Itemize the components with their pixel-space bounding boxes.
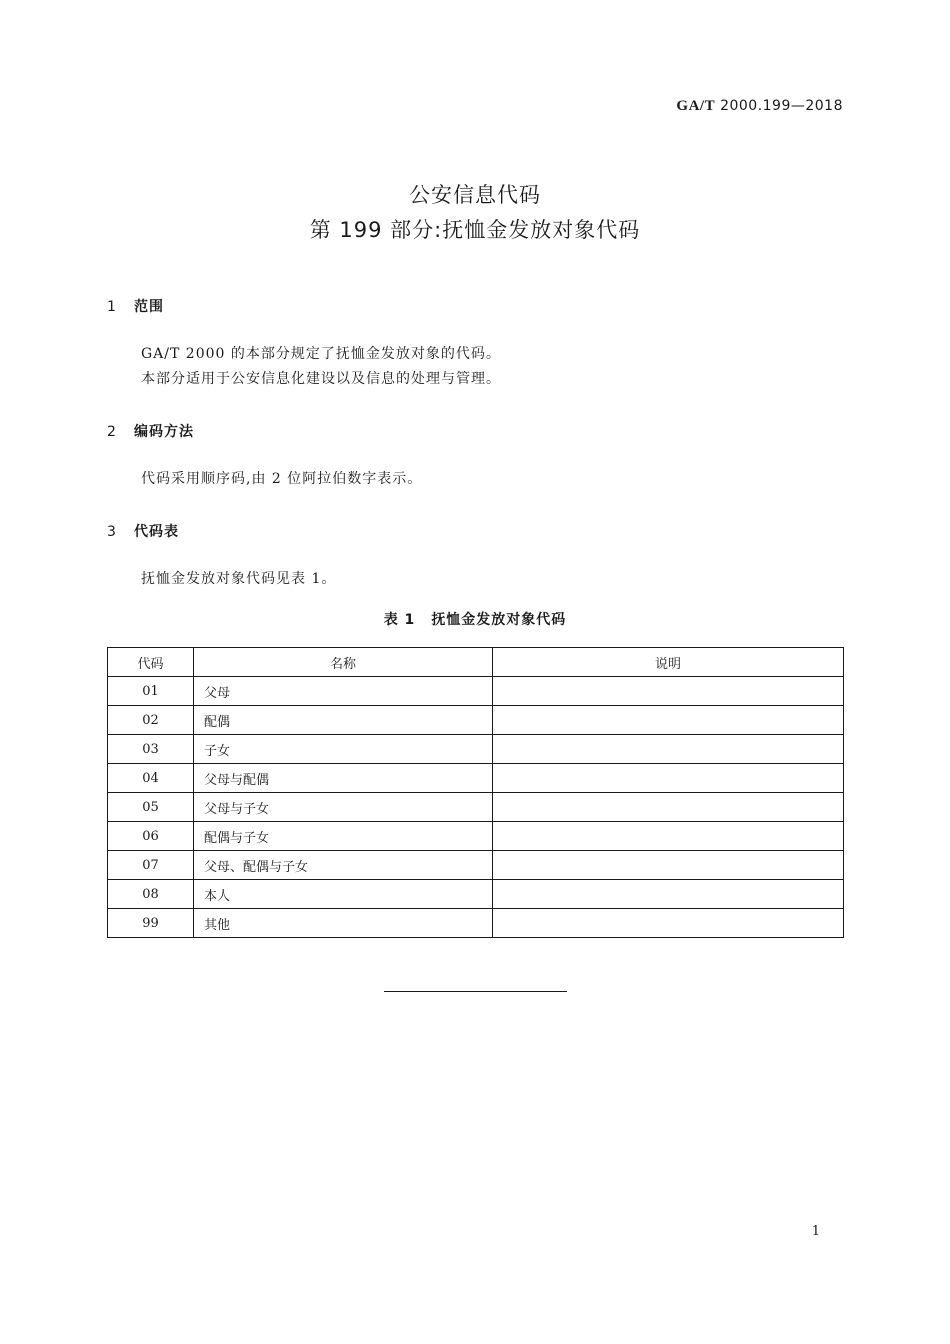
section-body-scope <box>141 342 501 392</box>
table-row <box>108 822 844 851</box>
section-heading-code-table <box>107 521 179 541</box>
name-cell: 配偶 <box>194 706 493 735</box>
column-header-code: 代码 <box>108 648 194 677</box>
column-header-name: 名称 <box>194 648 493 677</box>
section-title: 代码表 <box>134 524 179 540</box>
paragraph: 抚恤金发放对象代码见表 1。 <box>141 571 337 587</box>
description-cell <box>493 793 844 822</box>
name-cell: 父母与子女 <box>194 793 493 822</box>
description-cell <box>493 851 844 880</box>
section-heading-scope <box>107 296 164 316</box>
standard-prefix: GA/T <box>676 98 716 114</box>
code-cell: 07 <box>108 851 194 880</box>
paragraph: 代码采用顺序码,由 2 位阿拉伯数字表示。 <box>141 471 423 487</box>
table-row <box>108 851 844 880</box>
table-row <box>108 677 844 706</box>
paragraph: GA/T 2000 的本部分规定了抚恤金发放对象的代码。 <box>141 346 501 362</box>
standard-code <box>676 98 843 115</box>
document-title <box>0 178 950 248</box>
table-caption <box>0 609 950 629</box>
section-body-code-table <box>141 567 336 592</box>
section-title: 范围 <box>134 299 164 315</box>
description-cell <box>493 735 844 764</box>
name-cell: 父母 <box>194 677 493 706</box>
description-cell <box>493 909 844 938</box>
table-caption-label: 表 1 <box>383 612 416 628</box>
description-cell <box>493 822 844 851</box>
name-cell: 子女 <box>194 735 493 764</box>
description-cell <box>493 677 844 706</box>
table-row <box>108 706 844 735</box>
column-header-description: 说明 <box>493 648 844 677</box>
title-line-1: 公安信息代码 <box>409 183 541 207</box>
section-number: 1 <box>107 299 117 315</box>
paragraph: 本部分适用于公安信息化建设以及信息的处理与管理。 <box>141 371 501 387</box>
table-row <box>108 793 844 822</box>
section-heading-encoding <box>107 421 194 441</box>
code-cell: 04 <box>108 764 194 793</box>
name-cell: 父母与配偶 <box>194 764 493 793</box>
code-cell: 08 <box>108 880 194 909</box>
code-table <box>107 647 844 938</box>
name-cell: 本人 <box>194 880 493 909</box>
section-body-encoding <box>141 467 422 492</box>
code-cell: 05 <box>108 793 194 822</box>
name-cell: 其他 <box>194 909 493 938</box>
standard-number: 2000.199—2018 <box>720 98 843 114</box>
description-cell <box>493 706 844 735</box>
table-row <box>108 735 844 764</box>
code-cell: 99 <box>108 909 194 938</box>
section-number: 2 <box>107 424 117 440</box>
table-caption-title: 抚恤金发放对象代码 <box>431 612 567 628</box>
name-cell: 配偶与子女 <box>194 822 493 851</box>
table-row <box>108 909 844 938</box>
code-cell: 02 <box>108 706 194 735</box>
table-header-row <box>108 648 844 677</box>
table-row <box>108 880 844 909</box>
section-number: 3 <box>107 524 117 540</box>
code-cell: 03 <box>108 735 194 764</box>
description-cell <box>493 764 844 793</box>
title-line-2: 第 199 部分:抚恤金发放对象代码 <box>309 218 641 242</box>
description-cell <box>493 880 844 909</box>
name-cell: 父母、配偶与子女 <box>194 851 493 880</box>
section-title: 编码方法 <box>134 424 194 440</box>
code-cell: 01 <box>108 677 194 706</box>
end-of-document-rule <box>384 991 567 992</box>
table-row <box>108 764 844 793</box>
page-number: 1 <box>811 1224 820 1239</box>
code-cell: 06 <box>108 822 194 851</box>
